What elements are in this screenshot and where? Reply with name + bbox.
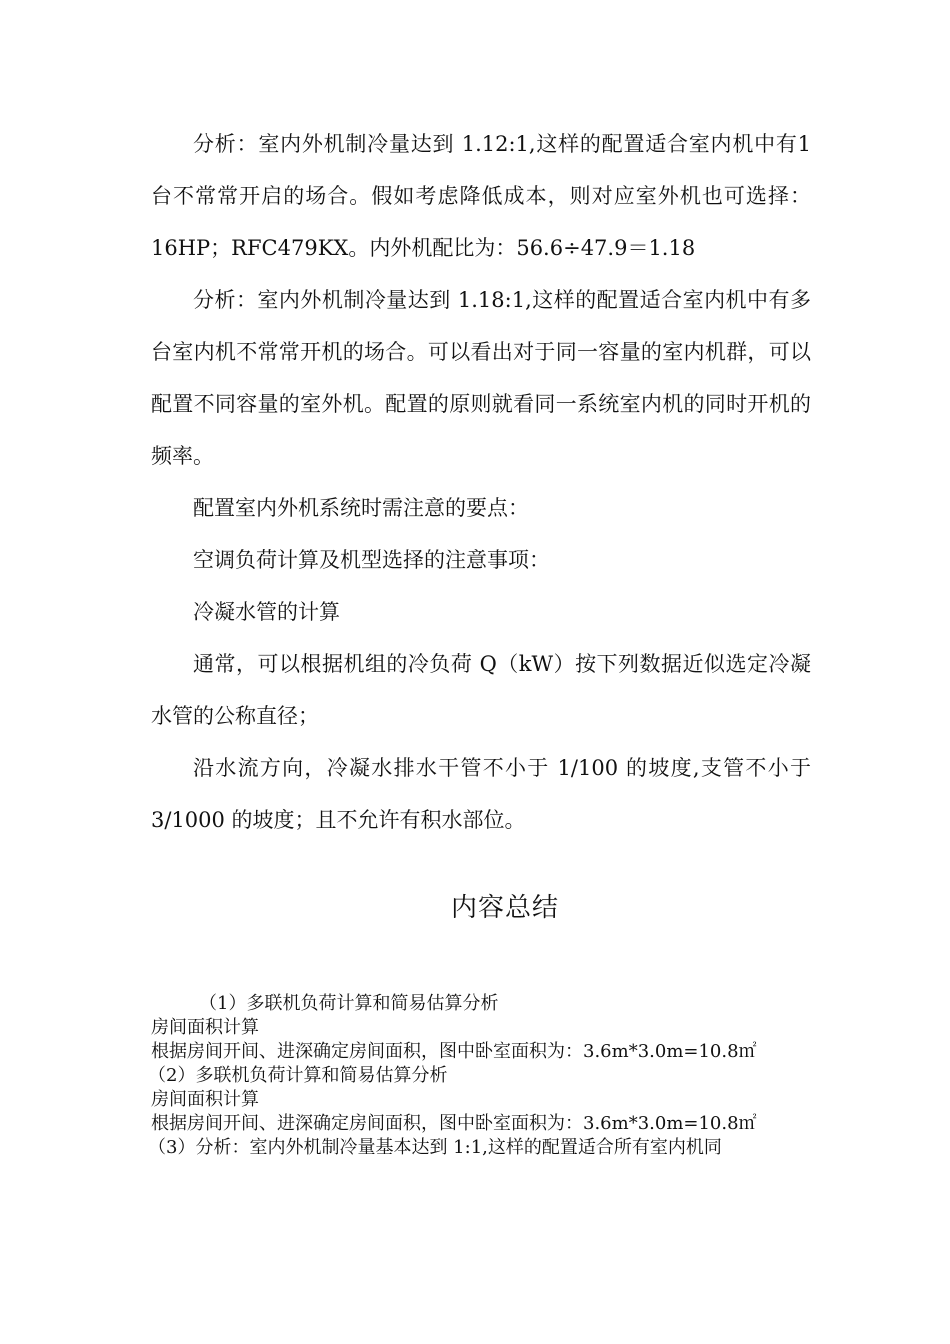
paragraph-analysis-1: 分析：室内外机制冷量达到 1.12:1,这样的配置适合室内机中有1 台不常常开启的场合。假如考虑降低成本，则对应室外机也可选择：16HP；RFC479KX。内外机配比为：56.6÷47.9＝1.18 [151,132,811,260]
summary-section [148,992,811,1160]
paragraph-condensate-diameter: 通常，可以根据机组的冷负荷 Q（kW）按下列数据近似选定冷凝水管的公称直径； [151,652,811,728]
summary-line: （3）分析：室内外机制冷量基本达到 1:1,这样的配置适合所有室内机同 [148,1137,722,1158]
summary-title: 内容总结 [450,893,559,923]
summary-line: 房间面积计算 [151,1089,259,1110]
paragraph-condensate-slope: 沿水流方向，冷凝水排水干管不小于 1/100 的坡度,支管不小于3/1000 的坡度；且不允许有积水部位。 [151,756,811,832]
paragraph-condensate-heading: 冷凝水管的计算 [193,600,340,624]
summary-line: 根据房间开间、进深确定房间面积，图中卧室面积为：3.6m*3.0m=10.8㎡ [151,1041,757,1062]
summary-line: （1）多联机负荷计算和简易估算分析 [199,993,499,1014]
summary-line: （2）多联机负荷计算和简易估算分析 [148,1065,448,1086]
paragraph-analysis-2: 分析：室内外机制冷量达到 1.18:1,这样的配置适合室内机中有多台室内机不常常开机的场合。可以看出对于同一容量的室内机群，可以配置不同容量的室外机。配置的原则就看同一系统室内机的同时开机的频率。 [151,288,811,468]
summary-line: 根据房间开间、进深确定房间面积，图中卧室面积为：3.6m*3.0m=10.8㎡ [151,1113,757,1134]
document-body [151,118,811,846]
paragraph-load-notes: 空调负荷计算及机型选择的注意事项： [193,548,550,572]
summary-line: 房间面积计算 [151,1017,259,1038]
paragraph-config-points: 配置室内外机系统时需注意的要点： [193,496,529,520]
